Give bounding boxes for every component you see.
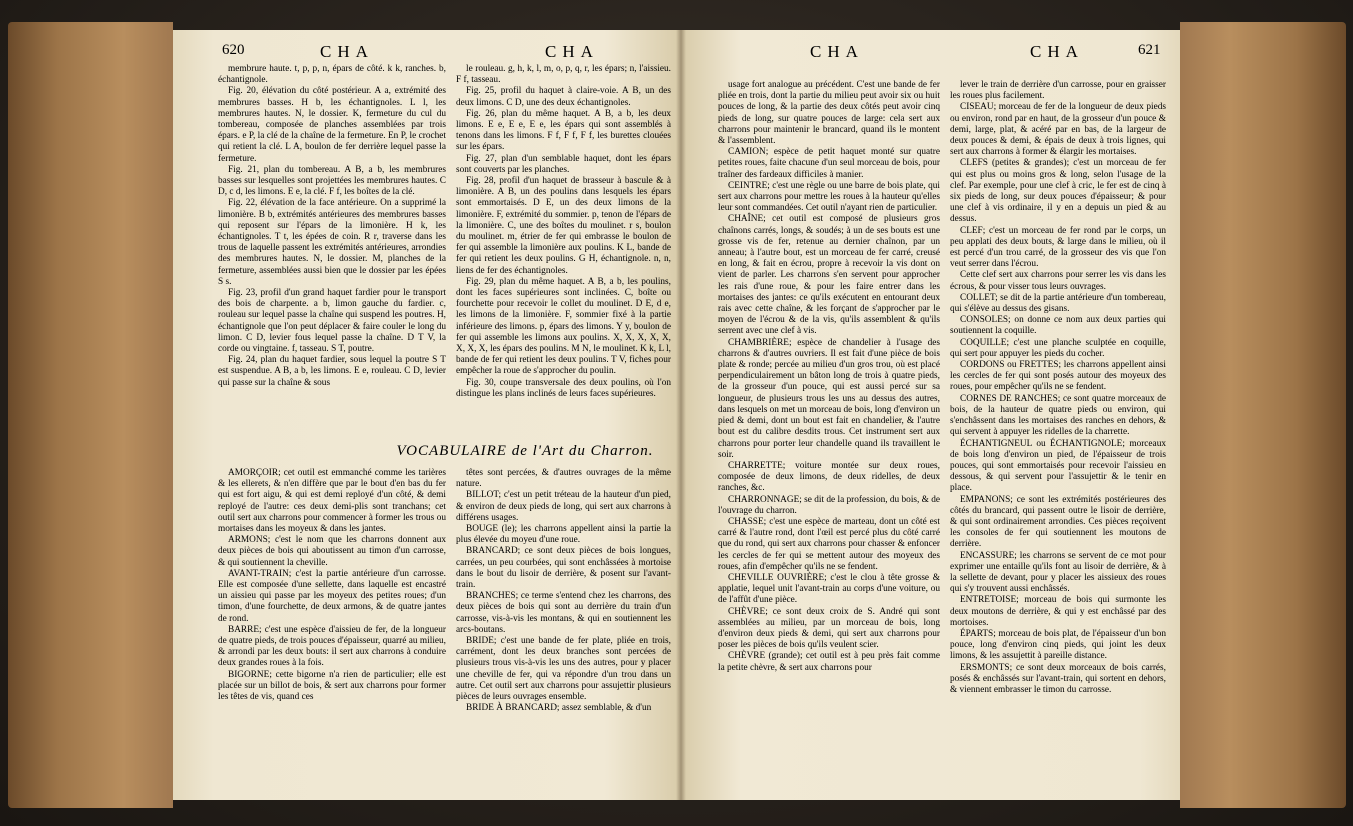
paragraph: Fig. 29, plan du même haquet. A B, a b, les poulins, dont les faces supérieures sont inclinées. C, boîte ou fourchette pour recevoir le collet du moulinet. D E, d e, les limons de la limonière. F, sommier fixé à la partie inférieure des limons. p, épars des limons. Y y, boulon de fer qui assemble les limons aux poulins. X, X, X, X, X, X, X, X, les épars des poulins. M N, le moulinet. K k, L l, bande de fer qui retient les deux poulins. T V, fiches pour empêcher la roue de s'approcher du poulin.: [456, 276, 672, 377]
paragraph: CISEAU; morceau de fer de la longueur de deux pieds ou environ, rond par en haut, de la grosseur d'un pouce & demi, large, plat, & acéré par en bas, de la largeur de deux pouces & demi, & épais de deux à trois lignes, qui sert aux charrons à former & élargir les mortaises.: [950, 102, 1166, 158]
paragraph: CLEFS (petites & grandes); c'est un morceau de fer qui est plus ou moins gros & long, selon l'usage de la clef. Par exemple, pour une clef à cric, le fer est de cinq à six pieds de long, sur deux pouces d'épaisseur; & pour une clef à vis ordinaire, il y en a depuis un pied & au dessus.: [950, 158, 1166, 225]
paragraph: Cette clef sert aux charrons pour serrer les vis dans les écrous, & pour visser tous leurs ouvrages.: [950, 270, 1166, 292]
left-column-4: [456, 468, 671, 794]
paragraph: CHÈVRE (grande); cet outil est à peu près fait comme la petite chèvre, & sert aux charrons pour: [718, 651, 940, 673]
right-page-edges: [1180, 22, 1346, 808]
left-column-3: [218, 468, 446, 794]
left-page-edges: [8, 22, 173, 808]
paragraph: CLEF; c'est un morceau de fer rond par le corps, un peu applati des deux bouts, & large dans le milieu, où il est percé d'un trou carré, de la grosseur des vis que l'on veut serrer dans l'écrou.: [950, 225, 1166, 270]
left-column-2: [456, 64, 671, 436]
paragraph: CORDONS ou FRETTES; les charrons appellent ainsi les cercles de fer qui sont posés autour des moyeux des roues, pour empêcher qu'ils ne se fendent.: [950, 360, 1166, 393]
paragraph: ENCASSURE; les charrons se servent de ce mot pour exprimer une entaille qu'ils font au lisoir de derrière, & à la sellette de devant, pour y placer les aissieux des roues qui s'y trouvent aussi enchâssés.: [950, 550, 1166, 595]
paragraph: CAMION; espèce de petit haquet monté sur quatre petites roues, faite chacune d'un seul morceau de bois, pour traîner des fardeaux difficiles à manier.: [718, 147, 940, 180]
paragraph: membrure haute. t, p, p, n, épars de côté. k k, ranches. b, échantignole.: [218, 64, 446, 86]
vocabulary-title: VOCABULAIRE de l'Art du Charron.: [396, 443, 654, 459]
paragraph: Fig. 20, élévation du côté postérieur. A a, extrémité des membrures basses. H b, les échantignoles. L l, les membrures hautes. N, le dossier. K, fermeture du cul du tombereau, composée de planches assemblées par trois épars. e P, la clé de la chaîne de la fermeture. En P, le crochet qui retient la clé. L A, boulon de fer derrière lequel passe la fermeture.: [218, 86, 446, 164]
paragraph: CORNES DE RANCHES; ce sont quatre morceaux de bois, de la hauteur de quatre pieds ou environ, qui s'enchâssent dans les mortaises des ranches en dehors, & qui servent à appuyer les ridelles de la charrette.: [950, 393, 1166, 438]
left-column-1: [218, 64, 446, 436]
paragraph: BOUGE (le); les charrons appellent ainsi la partie la plus élevée du moyeu d'une roue.: [456, 524, 671, 546]
paragraph: CHASSE; c'est une espèce de marteau, dont un côté est carré & l'autre rond, dont l'œil est percé plus du côté carré que du rond, qui sert aux charrons pour chasser & enfoncer les cercles de fer qui se mettent autour des moyeux des roues, afin d'empêcher qu'ils ne se fendent.: [718, 516, 940, 572]
right-column-1: [718, 80, 940, 792]
paragraph: ÉCHANTIGNEUL ou ÉCHANTIGNOLE; morceaux de bois long d'environ un pied, de l'épaisseur de trois pouces, qui sont emmortaisés pour recevoir l'aissieu en dessous, & qui servent pour l'assujettir & le tenir en place.: [950, 438, 1166, 494]
paragraph: ÉPARTS; morceau de bois plat, de l'épaisseur d'un bon pouce, long d'environ cinq pieds, qui joint les deux limons, & les assujettit à pareille distance.: [950, 628, 1166, 662]
left-page-number: 620: [222, 42, 245, 58]
paragraph: Fig. 28, profil d'un haquet de brasseur à bascule & à limonière. A B, un des poulins dans lesquels les épars sont emmortaisés. D E, un des deux limons de la limonière. F, extrémité du sommier. p, tenon de l'épars de la limonière. C, une des boîtes du moulinet. r s, boulon du moulinet. m, étrier de fer qui embrasse le boulon de fer qui assemble la limonière aux poulins. K L, bande de fer qui retient les deux poulins. G H, échantignole. n, n, liens de fer des échantignoles.: [456, 176, 671, 276]
paragraph: CHÈVRE; ce sont deux croix de S. André qui sont assemblées au milieu, par un morceau de bois, long d'environ deux pieds & demi, qui sert aux charrons pour poser les pièces de bois qu'ils veulent scier.: [718, 606, 940, 651]
right-header-left: CHA: [810, 42, 864, 61]
paragraph: BIGORNE; cette bigorne n'a rien de particulier; elle est placée sur un billot de bois, & sert aux charrons pour former les têtes de vis, quand ces: [218, 669, 446, 703]
paragraph: Fig. 21, plan du tombereau. A B, a b, les membrures basses sur lesquelles sont projettées les membrures hautes. C D, c d, les limons. E e, la clé. F f, les boîtes de la clé.: [218, 164, 446, 198]
paragraph: ERSMONTS; ce sont deux morceaux de bois carrés, posés & enchâssés sur l'avant-train, qui sortent en dehors, & viennent embrasser le timon du carrosse.: [950, 662, 1166, 695]
paragraph: CHEVILLE OUVRIÈRE; c'est le clou à tête grosse & applatie, lequel unit l'avant-train au corps d'une voiture, ou de l'affût d'une pièce.: [718, 572, 940, 606]
paragraph: AVANT-TRAIN; c'est la partie antérieure d'un carrosse. Elle est composée d'une sellette, dans laquelle est encastré un aissieu qui passe par les moyeux des petites roues; d'un timon, d'une fourchette, de deux armons, & de quatre jantes de rond.: [218, 568, 446, 624]
paragraph: COQUILLE; c'est une planche sculptée en coquille, qui sert pour appuyer les pieds du cocher.: [950, 337, 1166, 359]
paragraph: CHARRETTE; voiture montée sur deux roues, composée de deux limons, de deux ridelles, de deux ranches, &c.: [718, 460, 940, 494]
paragraph: BILLOT; c'est un petit tréteau de la hauteur d'un pied, & environ de deux pieds de long, qui sert aux charrons à différens usages.: [456, 490, 671, 523]
paragraph: BRIDE; c'est une bande de fer plate, pliée en trois, carrément, dont les deux branches sont percées de plusieurs trous vis-à-vis les uns des autres, pour y placer une cheville de fer, qui va répondre d'un trou dans un autre. Cet outil sert aux charrons pour assujettir plusieurs pièces de leurs ouvrages ensemble.: [456, 636, 671, 703]
paragraph: COLLET; se dit de la partie antérieure d'un tombereau, qui s'élève au dessus des gisans.: [950, 292, 1166, 315]
left-header-left: CHA: [320, 42, 374, 61]
paragraph: BARRE; c'est une espèce d'aissieu de fer, de la longueur de quatre pieds, de trois pouces d'épaisseur, quarré au milieu, & arrondi par les deux bouts: il sert aux charrons à conduire deux grandes roues à la fois.: [218, 624, 446, 669]
left-header-right: CHA: [545, 42, 599, 61]
paragraph: BRANCARD; ce sont deux pièces de bois longues, carrées, un peu courbées, qui sont enchâssées à mortoise dans le bout du lisoir de derrière, & posent sur l'avant-train.: [456, 546, 671, 591]
paragraph: usage fort analogue au précédent. C'est une bande de fer pliée en trois, dont la partie du milieu peut avoir six ou huit pouces de long, & la partie des deux côtés peut avoir cinq pieds de long, sur quatre pouces de large: cela sert aux charrons pour maintenir le brancard, quand ils le montent & l'assemblent.: [718, 80, 940, 147]
paragraph: CHAMBRIÈRE; espèce de chandelier à l'usage des charrons & d'autres ouvriers. Il est fait d'une pièce de bois plate & ronde; percée au milieu d'un gros trou, où est placé perpendiculairement un bâton long de trois à quatre pieds, de la grosseur d'un pouce, qui est aussi percé sur sa longueur, de plusieurs trous les uns au dessus des autres, dans lesquels on met un morceau de bois, long d'environ un pied & demi, dont un bout est fait en chandelier, & l'autre bout est du calibre desdits trous. Cet instrument sert aux charrons pour porter leur chandelle quand ils travaillent le soir.: [718, 337, 940, 460]
paragraph: CONSOLES; on donne ce nom aux deux parties qui soutiennent la coquille.: [950, 315, 1166, 337]
paragraph: Fig. 24, plan du haquet fardier, sous lequel la poutre S T est suspendue. A B, a b, les limons. E e, rouleau. C D, levier qui passe sur la chaîne & sous: [218, 355, 446, 388]
paragraph: BRANCHES; ce terme s'entend chez les charrons, des deux pièces de bois qui sont au derrière du train d'un carrosse, vis-à-vis les montans, & qui en soutiennent les arcs-boutans.: [456, 591, 671, 635]
paragraph: Fig. 27, plan d'un semblable haquet, dont les épars sont couverts par les planches.: [456, 153, 671, 175]
paragraph: EMPANONS; ce sont les extrémités postérieures des côtés du brancard, qui passent outre le lisoir de derrière, & qui sont ordinairement arrondies. Ces pièces reçoivent les consoles de fer qui soutiennent les moutons de derrière.: [950, 494, 1166, 550]
paragraph: le rouleau. g, h, k, l, m, o, p, q, r, les épars; n, l'aissieu. F f, tasseau.: [456, 64, 671, 86]
right-column-2: [950, 80, 1166, 792]
right-page-number: 621: [1138, 42, 1161, 58]
paragraph: CHARRONNAGE; se dit de la profession, du bois, & de l'ouvrage du charron.: [718, 494, 941, 516]
paragraph: CHAÎNE; cet outil est composé de plusieurs gros chaînons carrés, longs, & soudés; à un de ses bouts est une grosse vis de fer, retenue au dernier chaînon, par un anneau; à l'autre bout, est un morceau de fer carré, creusé en long, & fait en écrou, propre à recevoir la vis dont on vient de parler. Les charrons s'en servent pour approcher les rais d'une roue, & pour les faire entrer dans les mortaises des jantes: ce qu'ils exécutent en entourant deux rais avec cette chaîne, & les forçant de s'approcher par le moyen de l'écrou & de la vis, qu'ils assemblent & qu'ils serrent avec une clef à vis.: [718, 214, 940, 337]
paragraph: Fig. 26, plan du même haquet. A B, a b, les deux limons. E e, E e, E e, les épars qui sont assemblés à tenons dans les limons. F f, F f, F f, les burettes clouées sur les épars.: [456, 108, 671, 153]
paragraph: Fig. 22, élévation de la face antérieure. On a supprimé la limonière. B b, extrémités antérieures des membrures basses qui reposent sur l'épars de la limonière. H k, les échantignoles. T t, les épées de coin. R r, traverse dans les trous de laquelle passent les extrémités antérieures, arrondies des membrures hautes. N, le dossier. M, planches de la fermeture, assemblées aussi bien que le dossier par les épées S s.: [218, 198, 446, 287]
paragraph: têtes sont percées, & d'autres ouvrages de la même nature.: [456, 468, 671, 490]
paragraph: lever le train de derrière d'un carrosse, pour en graisser les roues plus facilement.: [950, 80, 1166, 102]
paragraph: ARMONS; c'est le nom que les charrons donnent aux deux pièces de bois qui aboutissent au timon d'un carrosse, & qui soutiennent la cheville.: [218, 535, 446, 568]
paragraph: Fig. 23, profil d'un grand haquet fardier pour le transport des bois de charpente. a b, limon gauche du fardier. c, rouleau sur lequel passe la chaîne qui suspend les poutres. H, échantignole que l'on peut déplacer & faire couler le long du limon. C D, levier fous lequel passe la chaîne. D T V, la corde ou vingtaine. f, tasseau. S T, poutre.: [218, 288, 446, 355]
paragraph: ENTRETOISE; morceau de bois qui surmonte les deux moutons de derrière, & qui y est enchâssé par des mortoises.: [950, 595, 1166, 628]
paragraph: Fig. 25, profil du haquet à claire-voie. A B, un des deux limons. C D, une des deux échantignoles.: [456, 86, 671, 108]
paragraph: BRIDE À BRANCARD; assez semblable, & d'un: [466, 703, 652, 714]
book-gutter: [676, 30, 686, 800]
right-header-right: CHA: [1030, 42, 1084, 61]
paragraph: Fig. 30, coupe transversale des deux poulins, où l'on distingue les plans inclinés de leurs faces supérieures.: [456, 377, 671, 399]
paragraph: CEINTRE; c'est une règle ou une barre de bois plate, qui sert aux charrons pour mettre les roues à la hauteur qu'elles leur sont commandées. Cet outil n'ayant rien de particulier.: [718, 180, 940, 214]
paragraph: AMORÇOIR; cet outil est emmanché comme les tarières & les ellerets, & n'en diffère que par le bout d'en bas du fer qui est fort aigu, & qui est demi reployé d'un côté, & demi reployé de l'autre: ces deux demi-plis sont tranchans; cet outil sert aux charrons pour commencer à former les trous ou mortaises dans les moyeux & dans les jantes.: [218, 468, 446, 535]
